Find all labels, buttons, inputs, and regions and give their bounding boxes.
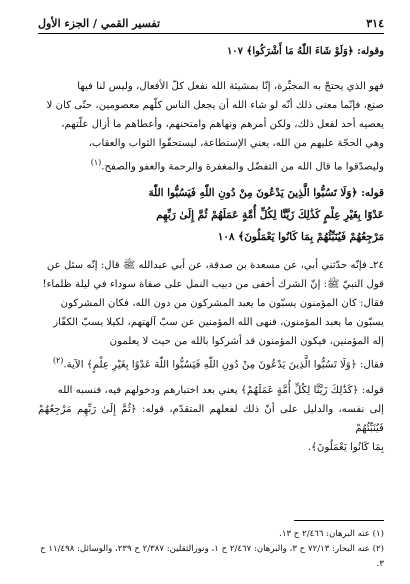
footnotes	[38, 520, 384, 572]
footnote-mark: (٢)	[52, 356, 64, 366]
text-line: بِمَا كَانُوا يَعْمَلُونَ﴾.	[307, 441, 384, 453]
hadith-paragraph	[38, 256, 384, 374]
text-line: ٢٤ـ فإنّه حدّثني أبي، عن مسعدة بن صدقة، عن أبي عبدالله ﷺ قال: إنّه سئل عن	[46, 260, 384, 272]
running-title: تفسير القمي / الجزء الأول	[38, 16, 161, 30]
verse-108-block	[38, 182, 384, 248]
text-line-content: فقال: ﴿وَلَا تَسُبُّوا الَّذِينَ يَدْعُونَ مِنْ دُونِ اللّٰهِ فَيَسُبُّوا اللّٰهَ عَدْوًا بِغَيْرِ عِلْمٍ﴾ الآية.	[63, 359, 384, 371]
text-line: إلى نفسه، والدليل على أنّ ذلك لفعلهم المتقدّم، قوله: ﴿ثُمَّ إِلَىٰ رَبِّهِم مَرْجِعُهُمْ فَيُنَبِّئُهُمْ	[38, 403, 384, 434]
text-line: قول النبيّ ﷺ: إنّ الشرك أخفى من دبيب النمل على صفاة سوداء في ليلة ظلماء!	[42, 279, 384, 291]
verse-label: قوله:	[361, 187, 384, 200]
text-line	[38, 153, 384, 176]
footnote: (٢) عنه البحار: ٧٢/١٣ ح ٣، والبرهان: ٢/٤٦٧ ح ١، ونورالثقلين: ٢/٣٨٧ ح ٢٣٩، والوسائل: ١١/٤٩٨ ح ٣.	[40, 544, 384, 569]
quran-verse-line: ﴿وَلَا تَسُبُّوا الَّذِينَ يَدْعُونَ مِنْ دُونِ اللّٰهِ فَيَسُبُّوا اللّٰهَ	[148, 187, 358, 200]
text-line: إله المؤمنين، فيكون المؤمنون قد أشركوا بالله من حيث لا يعلمون	[109, 336, 384, 348]
quran-verse: ﴿وَلَوْ شَاءَ اللّٰهُ مَا أَشْرَكُوا﴾ ١٠٧	[226, 46, 354, 57]
text-line: يعصيه أحد لفعل ذلك، ولكن أمرهم ونهاهم وامتحنهم، وأعطاهم ما أزال علّتهم،	[61, 119, 384, 130]
commentary-paragraph	[38, 381, 384, 457]
header-rule	[38, 33, 384, 34]
verse-label: وقوله:	[357, 46, 384, 57]
text-line: وهي الحجّة عليهم من الله، يعني الإستطاعة، ليستحقّوا الثواب والعقاب،	[88, 138, 384, 149]
text-line: يسبّون ما يعبد المؤمنون، فنهى الله المؤمنين عن سبّ آلهتهم، لكيلا يسبّ الكفّار	[53, 317, 384, 329]
quran-verse-line: عَدْوًا بِغَيْرِ عِلْمٍ كَذَٰلِكَ زَيَّنَّا لِكُلِّ أُمَّةٍ عَمَلَهُمْ ثُمَّ إِلَىٰ رَبِّهِم	[156, 209, 384, 222]
commentary-paragraph	[38, 77, 384, 176]
text-line: فهو الذي يحتجّ به المجبِّرة، إنّا بمشيئة الله نفعل كلّ الأفعال، وليس لنا فيها	[77, 81, 384, 92]
text-line	[38, 351, 384, 374]
verse-107-heading	[38, 42, 384, 61]
text-line: فقال: كان المؤمنون يسبّون ما يعبد المشركون من دون الله، فكان المشركون	[60, 298, 384, 310]
text-line-content: وليصدّقوا ما قال الله من التفضّل والمغفرة والرحمة والعفو والصفح.	[101, 161, 384, 173]
main-text	[38, 42, 384, 463]
footnote: (١) عنه البرهان: ٢/٤٦٦ ح ١٣.	[279, 529, 384, 539]
text-line: قوله: ﴿كَذَٰلِكَ زَيَّنَّا لِكُلِّ أُمَّةٍ عَمَلَهُمْ﴾ يعني بعد اختبارهم ودخولهم فيه، فنسبه الله	[57, 384, 384, 396]
running-header	[38, 14, 384, 32]
quran-verse-line: مَرْجِعُهُمْ فَيُنَبِّئُهُمْ بِمَا كَانُوا يَعْمَلُونَ﴾ ١٠٨	[217, 231, 384, 244]
footnote-rule	[294, 520, 384, 521]
page-number: ٣١٤	[366, 16, 384, 30]
footnote-mark: (١)	[90, 158, 102, 167]
text-line: صنع، فإنّما معنى ذلك أنّه لو شاء الله أن يجعل الناس كلّهم معصومين، حتّى كان لا	[46, 100, 384, 111]
